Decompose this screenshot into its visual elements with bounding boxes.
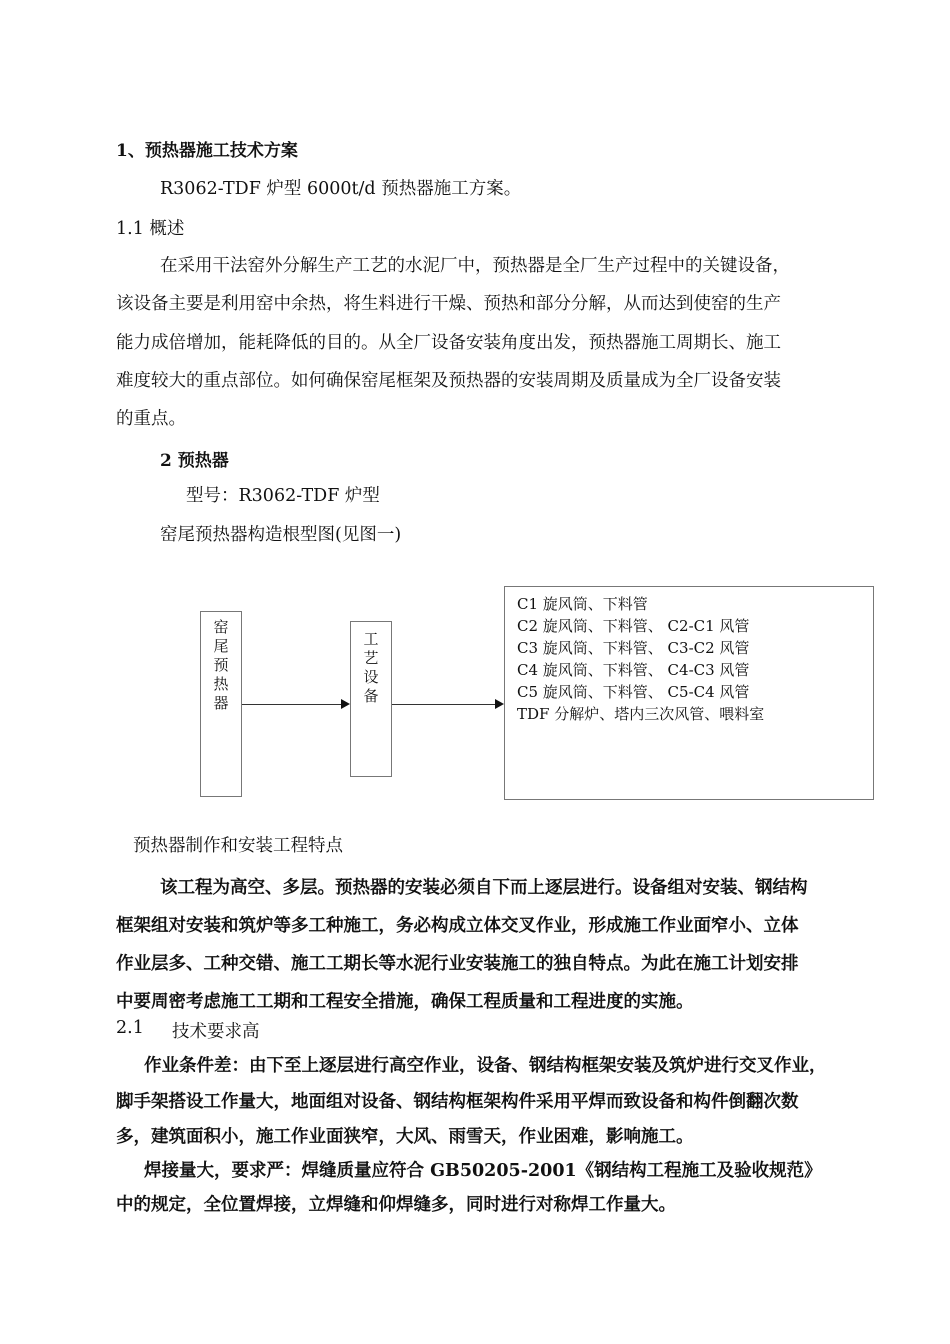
diagram-box-items — [504, 586, 874, 800]
diagram-item: C1 旋风筒、下料管 — [517, 595, 648, 613]
diagram-arrow-1-line — [242, 704, 342, 705]
conditions-line-1: 作业条件差：由下至上逐层进行高空作业，设备、钢结构框架安装及筑炉进行交叉作业， — [144, 1056, 827, 1076]
section-1-heading: 1、预热器施工技术方案 — [116, 141, 298, 161]
diagram-item: TDF 分解炉、塔内三次风管、喂料室 — [517, 705, 765, 723]
conditions-line-3: 多，建筑面积小，施工作业面狭窄，大风、雨雪天，作业困难，影响施工。 — [116, 1127, 694, 1147]
diagram-arrow-2-line — [392, 704, 496, 705]
overview-line-5: 的重点。 — [116, 409, 186, 429]
features-line-1: 该工程为高空、多层。预热器的安装必须自下而上逐层进行。设备组对安装、钢结构 — [160, 878, 808, 898]
overview-line-1: 在采用干法窑外分解生产工艺的水泥厂中，预热器是全厂生产过程中的关键设备， — [160, 256, 790, 276]
section-1-intro: R3062-TDF 炉型 6000t/d 预热器施工方案。 — [160, 179, 522, 199]
section-2-1-title: 技术要求高 — [172, 1022, 260, 1042]
section-2-1-number: 2.1 — [116, 1018, 144, 1038]
section-2-heading: 2 预热器 — [160, 451, 229, 471]
diagram-item: C4 旋风筒、下料管、 C4-C3 风管 — [517, 661, 750, 679]
model-line: 型号：R3062-TDF 炉型 — [186, 486, 380, 506]
features-line-3: 作业层多、工种交错、施工工期长等水泥行业安装施工的独自特点。为此在施工计划安排 — [116, 954, 799, 974]
features-line-4: 中要周密考虑施工工期和工程安全措施，确保工程质量和工程进度的实施。 — [116, 992, 694, 1012]
features-line-2: 框架组对安装和筑炉等多工种施工，务必构成立体交叉作业，形成施工作业面窄小、立体 — [116, 916, 799, 936]
features-heading: 预热器制作和安装工程特点 — [133, 836, 343, 856]
section-1-1-heading: 1.1 概述 — [116, 219, 185, 239]
diagram-arrow-1-head — [341, 699, 350, 709]
diagram-box-preheater — [200, 611, 242, 797]
overview-line-3: 能力成倍增加，能耗降低的目的。从全厂设备安装角度出发，预热器施工周期长、施工 — [116, 333, 781, 353]
overview-line-4: 难度较大的重点部位。如何确保窑尾框架及预热器的安装周期及质量成为全厂设备安装 — [116, 371, 781, 391]
welding-line-2: 中的规定，全位置焊接，立焊缝和仰焊缝多，同时进行对称焊工作量大。 — [116, 1195, 676, 1215]
diagram-box-preheater-label: 窑尾预热器 — [213, 618, 229, 712]
diagram-item: C2 旋风筒、下料管、 C2-C1 风管 — [517, 617, 750, 635]
overview-line-2: 该设备主要是利用窑中余热，将生料进行干燥、预热和部分分解，从而达到使窑的生产 — [116, 294, 781, 314]
welding-line-1: 焊接量大，要求严：焊缝质量应符合 GB50205-2001《钢结构工程施工及验收规范》 — [144, 1161, 822, 1181]
diagram-item: C5 旋风筒、下料管、 C5-C4 风管 — [517, 683, 750, 701]
diagram-box-equipment-label: 工艺设备 — [363, 630, 379, 705]
diagram-arrow-2-head — [495, 699, 504, 709]
diagram-item: C3 旋风筒、下料管、 C3-C2 风管 — [517, 639, 750, 657]
diagram-box-equipment — [350, 621, 392, 777]
figure-caption: 窑尾预热器构造根型图(见图一) — [160, 525, 402, 545]
conditions-line-2: 脚手架搭设工作量大，地面组对设备、钢结构框架构件采用平焊而致设备和构件倒翻次数 — [116, 1092, 799, 1112]
